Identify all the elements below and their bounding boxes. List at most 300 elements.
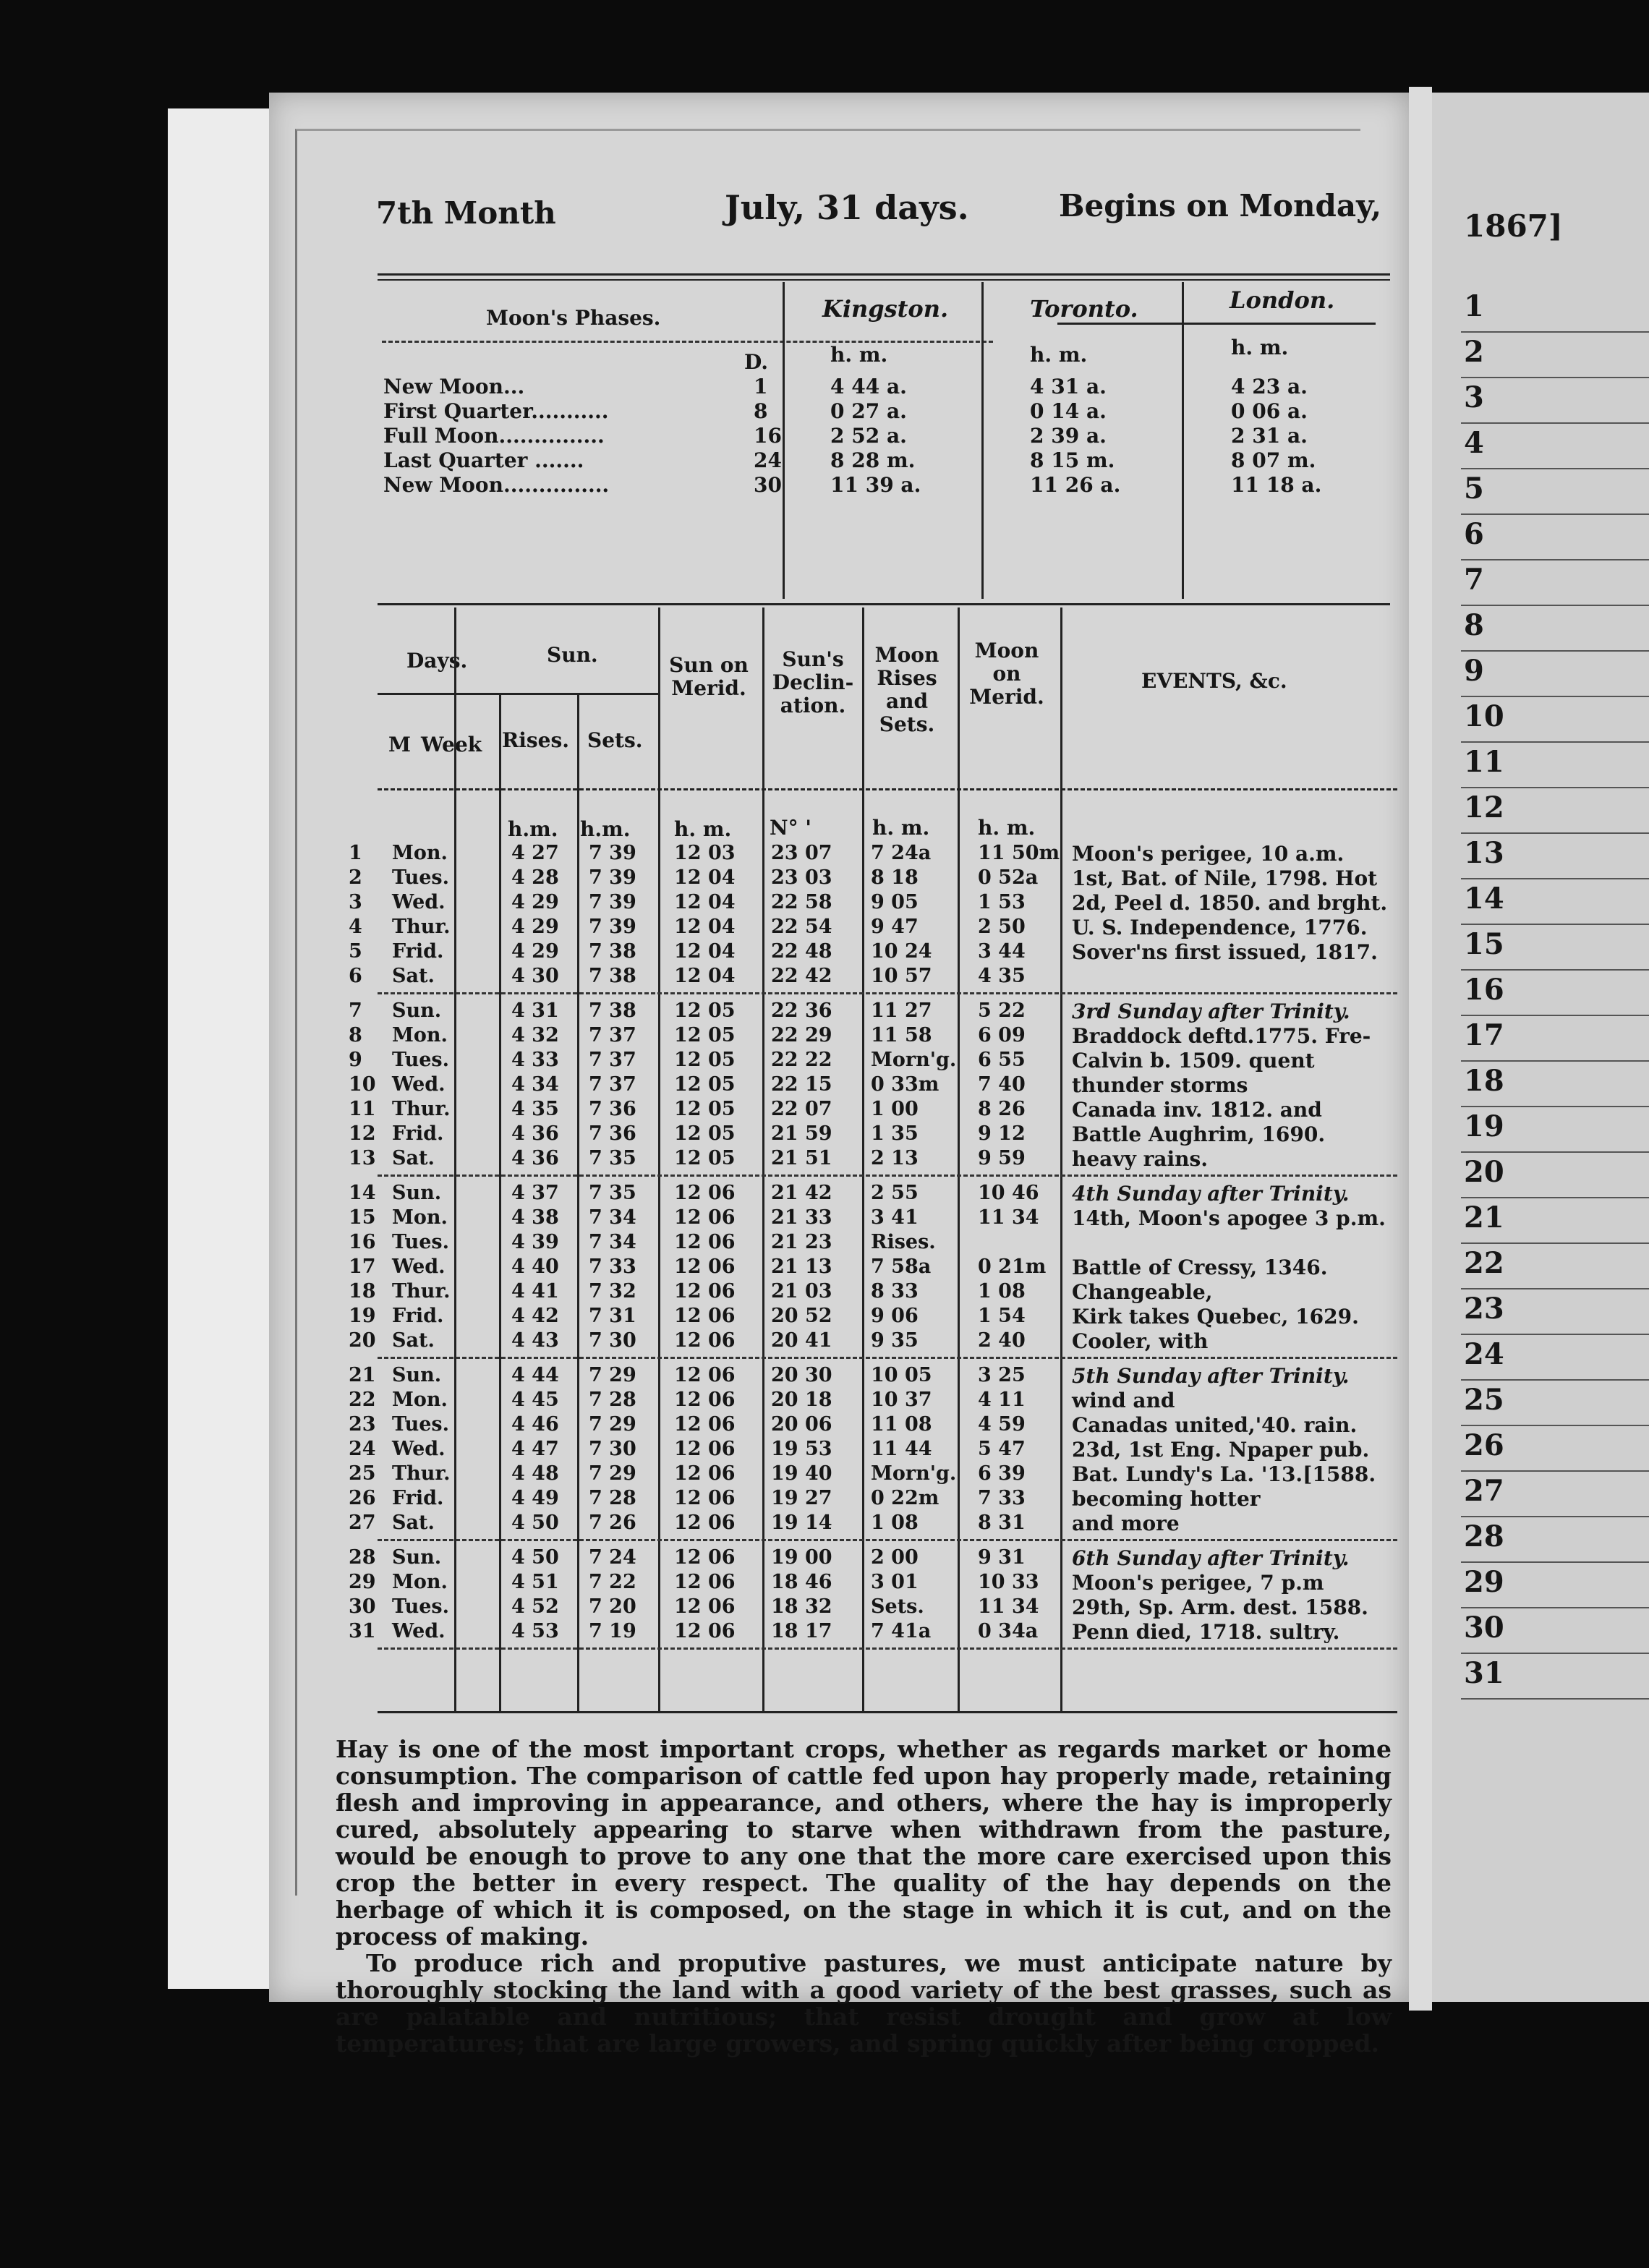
facing-year: 1867] — [1464, 208, 1563, 244]
sun-sets: 7 32 — [589, 1280, 636, 1303]
day-date: 9 — [349, 1049, 362, 1071]
day-date: 21 — [349, 1364, 376, 1386]
sun-declination: 22 29 — [771, 1024, 832, 1046]
phase-day: 1 — [754, 375, 768, 398]
paragraph-pastures: To produce rich and proputive pastures, we must anticipate nature by thoroughly stocking the land with a good variety of the best grasses, such as are palatable and nutritious; that resist drought and grow at low temperatures; that are large growers, and spring quickly after being cropped. — [336, 1949, 1392, 2058]
sun-sets: 7 38 — [589, 999, 636, 1022]
facing-day-number: 11 — [1464, 745, 1504, 779]
moon-rises-sets: 7 41a — [871, 1620, 932, 1642]
phase-london: 11 18 a. — [1231, 473, 1322, 497]
day-weekday: Mon. — [392, 1024, 448, 1046]
facing-row-rule — [1461, 1151, 1649, 1153]
day-date: 2 — [349, 866, 362, 889]
day-date: 15 — [349, 1206, 376, 1229]
moon-rises-sets: 11 44 — [871, 1438, 932, 1460]
day-weekday: Wed. — [392, 1620, 446, 1642]
sun-merid: 12 06 — [674, 1280, 736, 1303]
month-title: July, 31 days. — [725, 188, 969, 227]
rule-days — [378, 693, 660, 695]
vrule-f — [862, 608, 864, 1711]
sun-declination: 19 27 — [771, 1487, 832, 1509]
moon-merid: 0 34a — [978, 1620, 1039, 1642]
facing-row-rule — [1461, 1516, 1649, 1517]
city-toronto: Toronto. — [1030, 295, 1138, 323]
week-separator — [378, 992, 1397, 994]
sun-merid: 12 06 — [674, 1206, 736, 1229]
moon-rises-sets: 8 33 — [871, 1280, 919, 1303]
vrule-2 — [981, 282, 984, 599]
facing-day-number: 27 — [1464, 1474, 1504, 1508]
day-weekday: Mon. — [392, 1389, 448, 1411]
sun-sets: 7 29 — [589, 1462, 636, 1485]
event: Changeable, — [1072, 1280, 1213, 1304]
moon-merid: 9 59 — [978, 1147, 1026, 1169]
facing-day-number: 23 — [1464, 1292, 1504, 1326]
moon-rises-sets: 3 41 — [871, 1206, 919, 1229]
sun-merid: 12 06 — [674, 1256, 736, 1278]
moon-rises-sets: 3 01 — [871, 1571, 919, 1593]
sun-sets: 7 36 — [589, 1098, 636, 1120]
week-separator — [378, 1647, 1397, 1650]
rule-phases-bottom — [378, 603, 1390, 605]
facing-day-number: 29 — [1464, 1565, 1504, 1599]
facing-day-number: 16 — [1464, 973, 1504, 1007]
sun-sets: 7 29 — [589, 1364, 636, 1386]
event: U. S. Independence, 1776. — [1072, 916, 1368, 939]
day-weekday: Sat. — [392, 1147, 435, 1169]
facing-day-number: 21 — [1464, 1201, 1504, 1235]
facing-day-number: 15 — [1464, 927, 1504, 961]
event: Kirk takes Quebec, 1629. — [1072, 1305, 1359, 1329]
phase-toronto: 4 31 a. — [1030, 375, 1107, 398]
moon-rises-sets: 10 37 — [871, 1389, 932, 1411]
sun-rises: 4 47 — [511, 1438, 559, 1460]
city-london: London. — [1230, 286, 1335, 314]
sun-sets: 7 24 — [589, 1546, 636, 1569]
moon-merid: 3 25 — [978, 1364, 1026, 1386]
event: Battle of Cressy, 1346. — [1072, 1256, 1328, 1279]
event: Battle Aughrim, 1690. — [1072, 1122, 1326, 1146]
page-edge-left — [168, 108, 269, 1989]
vrule-c — [577, 693, 579, 1711]
moon-merid: 0 52a — [978, 866, 1039, 889]
vrule-h — [1060, 608, 1062, 1711]
sun-rises: 4 53 — [511, 1620, 559, 1642]
sun-declination: 21 33 — [771, 1206, 832, 1229]
sun-rises: 4 43 — [511, 1329, 559, 1352]
moon-merid: 5 47 — [978, 1438, 1026, 1460]
hdr-week: Week — [421, 733, 482, 756]
hay-text — [336, 1736, 1392, 2057]
facing-day-number: 17 — [1464, 1018, 1504, 1052]
vrule-3 — [1182, 282, 1184, 599]
phase-day: 8 — [754, 399, 768, 423]
moon-merid: 11 34 — [978, 1206, 1039, 1229]
day-date: 5 — [349, 940, 362, 963]
day-weekday: Mon. — [392, 1571, 448, 1593]
facing-row-rule — [1461, 1334, 1649, 1335]
phase-name: New Moon... — [383, 375, 525, 398]
moon-rises-sets: 9 06 — [871, 1305, 919, 1327]
day-date: 3 — [349, 891, 362, 913]
day-date: 16 — [349, 1231, 376, 1253]
moon-merid: 11 34 — [978, 1595, 1039, 1618]
moon-rises-sets: 2 13 — [871, 1147, 919, 1169]
sun-merid: 12 05 — [674, 999, 736, 1022]
sun-sets: 7 26 — [589, 1512, 636, 1534]
facing-row-rule — [1461, 878, 1649, 879]
moon-merid: 11 50m — [978, 842, 1060, 864]
rule-header-bottom — [378, 788, 1397, 790]
sun-declination: 21 03 — [771, 1280, 832, 1303]
event: becoming hotter — [1072, 1487, 1261, 1511]
sun-sets: 7 31 — [589, 1305, 636, 1327]
day-date: 31 — [349, 1620, 376, 1642]
moon-merid: 4 59 — [978, 1413, 1026, 1436]
sun-declination: 21 23 — [771, 1231, 832, 1253]
sun-merid: 12 06 — [674, 1462, 736, 1485]
sun-declination: 18 46 — [771, 1571, 832, 1593]
phase-name: New Moon............... — [383, 473, 610, 497]
sun-merid: 12 05 — [674, 1024, 736, 1046]
phase-kingston: 4 44 a. — [830, 375, 907, 398]
sun-rises: 4 34 — [511, 1073, 559, 1096]
event: Moon's perigee, 10 a.m. — [1072, 842, 1345, 866]
d-label: D. — [744, 350, 769, 374]
sun-rises: 4 36 — [511, 1147, 559, 1169]
sun-merid: 12 06 — [674, 1389, 736, 1411]
sun-sets: 7 39 — [589, 842, 636, 864]
facing-row-rule — [1461, 1242, 1649, 1244]
facing-day-number: 9 — [1464, 654, 1484, 688]
facing-day-number: 13 — [1464, 836, 1504, 870]
day-weekday: Sun. — [392, 1182, 442, 1204]
sun-rises: 4 27 — [511, 842, 559, 864]
facing-day-number: 12 — [1464, 790, 1504, 824]
sun-rises: 4 45 — [511, 1389, 559, 1411]
sun-rises: 4 52 — [511, 1595, 559, 1618]
moon-rises-sets: 1 08 — [871, 1512, 919, 1534]
sun-rises: 4 37 — [511, 1182, 559, 1204]
facing-row-rule — [1461, 832, 1649, 834]
facing-row-rule — [1461, 1060, 1649, 1062]
facing-row-rule — [1461, 1470, 1649, 1472]
phase-london: 2 31 a. — [1231, 424, 1308, 448]
facing-day-number: 31 — [1464, 1656, 1504, 1690]
day-date: 12 — [349, 1122, 376, 1145]
moon-merid: 2 50 — [978, 916, 1026, 938]
phase-toronto: 8 15 m. — [1030, 448, 1115, 472]
day-weekday: Tues. — [392, 866, 450, 889]
moon-merid: 4 11 — [978, 1389, 1026, 1411]
sun-rises: 4 49 — [511, 1487, 559, 1509]
phase-name: Last Quarter ....... — [383, 448, 584, 472]
day-date: 11 — [349, 1098, 376, 1120]
facing-row-rule — [1461, 1425, 1649, 1426]
sun-merid: 12 05 — [674, 1098, 736, 1120]
sun-sets: 7 19 — [589, 1620, 636, 1642]
sun-sets: 7 35 — [589, 1182, 636, 1204]
sun-sets: 7 36 — [589, 1122, 636, 1145]
sun-declination: 19 00 — [771, 1546, 832, 1569]
sun-merid: 12 06 — [674, 1329, 736, 1352]
unit-merid: h. m. — [674, 817, 732, 841]
phase-day: 30 — [754, 473, 782, 497]
sun-rises: 4 28 — [511, 866, 559, 889]
hdr-moon-rises: Moon Rises and Sets. — [874, 643, 939, 736]
sun-rises: 4 42 — [511, 1305, 559, 1327]
sun-rises: 4 48 — [511, 1462, 559, 1485]
moon-rises-sets: 9 05 — [871, 891, 919, 913]
unit-sets: h.m. — [580, 817, 631, 841]
sun-merid: 12 06 — [674, 1546, 736, 1569]
moon-rises-sets: 11 58 — [871, 1024, 932, 1046]
day-date: 30 — [349, 1595, 376, 1618]
sun-rises: 4 36 — [511, 1122, 559, 1145]
sun-merid: 12 04 — [674, 965, 736, 987]
hdr-events: EVENTS, &c. — [1141, 669, 1287, 693]
facing-row-rule — [1461, 605, 1649, 606]
day-weekday: Frid. — [392, 940, 444, 963]
hdr-sun: Sun. — [547, 643, 598, 667]
facing-day-number: 1 — [1464, 289, 1484, 323]
facing-day-number: 18 — [1464, 1064, 1504, 1098]
sun-sets: 7 38 — [589, 965, 636, 987]
moon-rises-sets: 10 24 — [871, 940, 932, 963]
facing-row-rule — [1461, 787, 1649, 788]
hdr-moon-merid: Moon on Merid. — [969, 639, 1044, 709]
day-weekday: Tues. — [392, 1049, 450, 1071]
day-date: 13 — [349, 1147, 376, 1169]
vrule-d — [658, 608, 660, 1711]
sun-rises: 4 32 — [511, 1024, 559, 1046]
moon-rises-sets: 2 00 — [871, 1546, 919, 1569]
moon-rises-sets: 0 33m — [871, 1073, 939, 1096]
sun-rises: 4 40 — [511, 1256, 559, 1278]
phase-toronto: 0 14 a. — [1030, 399, 1107, 423]
day-date: 26 — [349, 1487, 376, 1509]
sun-declination: 19 40 — [771, 1462, 832, 1485]
event: Penn died, 1718. sultry. — [1072, 1620, 1340, 1644]
moon-rises-sets: 2 55 — [871, 1182, 919, 1204]
hdr-sets: Sets. — [587, 728, 643, 752]
rule-table-bottom — [378, 1711, 1397, 1713]
phase-name: First Quarter........... — [383, 399, 609, 423]
moon-rises-sets: Morn'g. — [871, 1049, 957, 1071]
begins-on: Begins on Monday, — [1059, 188, 1382, 223]
sun-sets: 7 30 — [589, 1329, 636, 1352]
sun-merid: 12 06 — [674, 1231, 736, 1253]
phase-toronto: 2 39 a. — [1030, 424, 1107, 448]
facing-row-rule — [1461, 559, 1649, 560]
event: 5th Sunday after Trinity. — [1072, 1364, 1350, 1388]
sun-sets: 7 38 — [589, 940, 636, 963]
sun-declination: 22 42 — [771, 965, 832, 987]
moon-merid: 6 39 — [978, 1462, 1026, 1485]
vrule-1 — [783, 282, 785, 599]
moon-merid: 1 54 — [978, 1305, 1026, 1327]
day-date: 7 — [349, 999, 362, 1022]
rule-top — [378, 273, 1390, 276]
facing-day-number: 4 — [1464, 426, 1484, 460]
sun-sets: 7 29 — [589, 1413, 636, 1436]
sun-rises: 4 51 — [511, 1571, 559, 1593]
moon-rises-sets: 7 58a — [871, 1256, 932, 1278]
facing-row-rule — [1461, 924, 1649, 925]
sun-rises: 4 50 — [511, 1512, 559, 1534]
day-weekday: Mon. — [392, 842, 448, 864]
day-weekday: Mon. — [392, 1206, 448, 1229]
day-weekday: Wed. — [392, 891, 446, 913]
month-number: 7th Month — [376, 195, 556, 231]
event: 14th, Moon's apogee 3 p.m. — [1072, 1206, 1386, 1230]
sun-rises: 4 46 — [511, 1413, 559, 1436]
sun-declination: 22 48 — [771, 940, 832, 963]
day-weekday: Frid. — [392, 1305, 444, 1327]
phase-london: 4 23 a. — [1231, 375, 1308, 398]
moon-rises-sets: 1 35 — [871, 1122, 919, 1145]
event: Bat. Lundy's La. '13.[1588. — [1072, 1462, 1376, 1486]
moon-rises-sets: 10 57 — [871, 965, 932, 987]
unit-decl: N° ' — [770, 816, 811, 840]
phases-rule — [382, 341, 993, 343]
facing-day-number: 6 — [1464, 517, 1484, 551]
facing-row-rule — [1461, 1106, 1649, 1107]
sun-declination: 18 17 — [771, 1620, 832, 1642]
event: 29th, Sp. Arm. dest. 1588. — [1072, 1595, 1368, 1619]
moon-merid: 8 31 — [978, 1512, 1026, 1534]
facing-day-number: 3 — [1464, 380, 1484, 414]
moon-rises-sets: 7 24a — [871, 842, 932, 864]
week-separator — [378, 1357, 1397, 1359]
day-weekday: Frid. — [392, 1487, 444, 1509]
sun-sets: 7 28 — [589, 1389, 636, 1411]
event: 4th Sunday after Trinity. — [1072, 1182, 1350, 1206]
sun-merid: 12 06 — [674, 1595, 736, 1618]
facing-row-rule — [1461, 1379, 1649, 1381]
moon-merid: 9 31 — [978, 1546, 1026, 1569]
day-weekday: Wed. — [392, 1438, 446, 1460]
phase-day: 24 — [754, 448, 782, 472]
facing-row-rule — [1461, 468, 1649, 469]
facing-day-number: 24 — [1464, 1337, 1504, 1371]
moon-rises-sets: 8 18 — [871, 866, 919, 889]
moon-rises-sets: 9 35 — [871, 1329, 919, 1352]
facing-day-number: 28 — [1464, 1519, 1504, 1553]
day-date: 17 — [349, 1256, 376, 1278]
paragraph-hay: Hay is one of the most important crops, whether as regards market or home consumption. The comparison of cattle fed upon hay properly made, retaining flesh and improving in appearance, and others, where the hay is improperly cured, absolutely appearing to starve when withdrawn from the pasture, would be enough to prove to any one that the more care exercised upon this crop the better in every respect. The quality of the hay depends on the herbage of which it is composed, on the stage in which it is cut, and on the process of making. — [336, 1735, 1392, 1951]
day-date: 20 — [349, 1329, 376, 1352]
day-weekday: Tues. — [392, 1595, 450, 1618]
event: 6th Sunday after Trinity. — [1072, 1546, 1350, 1570]
facing-day-number: 19 — [1464, 1109, 1504, 1143]
vrule-b — [499, 693, 501, 1711]
sun-sets: 7 30 — [589, 1438, 636, 1460]
sun-declination: 23 07 — [771, 842, 832, 864]
hdr-sun-merid: Sun on Merid. — [669, 653, 749, 700]
sun-merid: 12 06 — [674, 1364, 736, 1386]
moon-merid: 7 40 — [978, 1073, 1026, 1096]
sun-merid: 12 06 — [674, 1571, 736, 1593]
sun-sets: 7 34 — [589, 1231, 636, 1253]
sun-rises: 4 41 — [511, 1280, 559, 1303]
facing-row-rule — [1461, 969, 1649, 971]
sun-declination: 20 52 — [771, 1305, 832, 1327]
day-weekday: Sat. — [392, 1512, 435, 1534]
moon-rises-sets: 10 05 — [871, 1364, 932, 1386]
day-date: 27 — [349, 1512, 376, 1534]
sun-declination: 22 54 — [771, 916, 832, 938]
hdr-declination: Sun's Declin-ation. — [772, 647, 854, 717]
event: 2d, Peel d. 1850. and brght. — [1072, 891, 1388, 915]
sun-rises: 4 39 — [511, 1231, 559, 1253]
day-date: 18 — [349, 1280, 376, 1303]
sun-declination: 22 36 — [771, 999, 832, 1022]
sun-sets: 7 39 — [589, 891, 636, 913]
event: Cooler, with — [1072, 1329, 1209, 1353]
day-date: 22 — [349, 1389, 376, 1411]
sun-merid: 12 06 — [674, 1182, 736, 1204]
moon-rises-sets: 1 00 — [871, 1098, 919, 1120]
week-separator — [378, 1174, 1397, 1177]
facing-day-number: 30 — [1464, 1611, 1504, 1645]
day-weekday: Thur. — [392, 1280, 451, 1303]
sun-merid: 12 03 — [674, 842, 736, 864]
facing-day-number: 20 — [1464, 1155, 1504, 1189]
event: Sover'ns first issued, 1817. — [1072, 940, 1378, 964]
moon-rises-sets: Morn'g. — [871, 1462, 957, 1485]
event: thunder storms — [1072, 1073, 1248, 1097]
event: heavy rains. — [1072, 1147, 1209, 1171]
sun-rises: 4 33 — [511, 1049, 559, 1071]
event: Canadas united,'40. rain. — [1072, 1413, 1358, 1437]
sun-merid: 12 04 — [674, 940, 736, 963]
sun-rises: 4 30 — [511, 965, 559, 987]
sun-declination: 21 51 — [771, 1147, 832, 1169]
day-date: 29 — [349, 1571, 376, 1593]
facing-row-rule — [1461, 377, 1649, 378]
facing-row-rule — [1461, 1607, 1649, 1608]
event: Moon's perigee, 7 p.m — [1072, 1571, 1324, 1595]
facing-row-rule — [1461, 1561, 1649, 1563]
phase-day: 16 — [754, 424, 782, 448]
sun-sets: 7 20 — [589, 1595, 636, 1618]
moon-merid: 1 08 — [978, 1280, 1026, 1303]
sun-merid: 12 06 — [674, 1512, 736, 1534]
day-weekday: Sun. — [392, 999, 442, 1022]
sun-declination: 22 58 — [771, 891, 832, 913]
sun-declination: 22 07 — [771, 1098, 832, 1120]
sun-rises: 4 29 — [511, 891, 559, 913]
day-date: 28 — [349, 1546, 376, 1569]
moon-rises-sets: Rises. — [871, 1231, 936, 1253]
facing-row-rule — [1461, 696, 1649, 697]
moon-merid: 10 46 — [978, 1182, 1039, 1204]
sun-merid: 12 06 — [674, 1438, 736, 1460]
day-date: 8 — [349, 1024, 362, 1046]
sun-sets: 7 22 — [589, 1571, 636, 1593]
moon-merid: 6 09 — [978, 1024, 1026, 1046]
facing-row-rule — [1461, 1288, 1649, 1289]
moon-merid: 5 22 — [978, 999, 1026, 1022]
facing-row-rule — [1461, 1698, 1649, 1700]
sun-merid: 12 05 — [674, 1122, 736, 1145]
day-date: 10 — [349, 1073, 376, 1096]
unit-rises: h.m. — [508, 817, 558, 841]
facing-row-rule — [1461, 1015, 1649, 1016]
sun-declination: 23 03 — [771, 866, 832, 889]
week-separator — [378, 1539, 1397, 1541]
